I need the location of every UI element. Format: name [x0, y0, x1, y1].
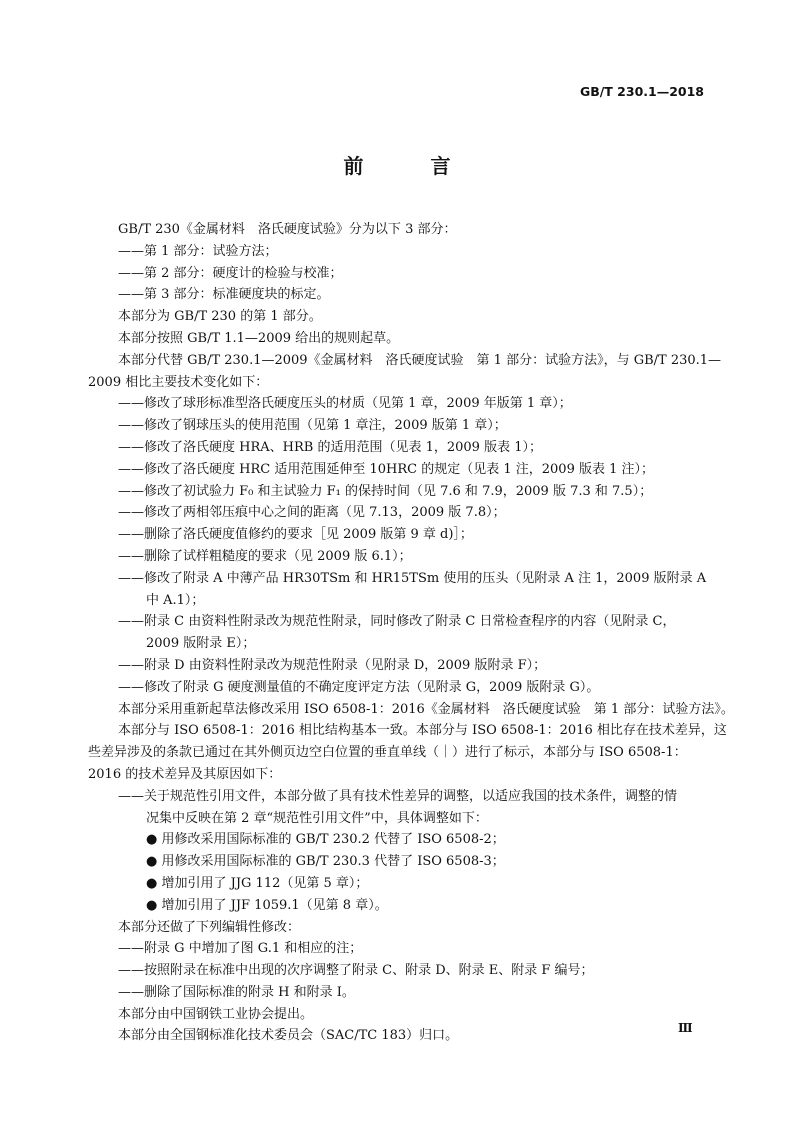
text-line: 中 A.1）； [146, 592, 205, 608]
text-line: ● 用修改采用国际标准的 GB/T 230.3 代替了 ISO 6508-3； [146, 854, 505, 870]
text-line: 2009 相比主要技术变化如下： [88, 374, 269, 390]
text-line: ——第 1 部分：试验方法； [118, 243, 278, 259]
text-line: ——第 2 部分：硬度计的检验与校准； [118, 265, 343, 281]
text-line: ● 增加引用了 JJG 112（见第 5 章）； [146, 875, 369, 891]
text-line: ——修改了附录 G 硬度测量值的不确定度评定方法（见附录 G，2009 版附录 G）。 [118, 679, 600, 695]
text-line: ——修改了洛氏硬度 HRA、HRB 的适用范围（见表 1，2009 版表 1）； [118, 439, 542, 455]
text-line: ——修改了球形标准型洛氏硬度压头的材质（见第 1 章，2009 年版第 1 章）； [118, 396, 572, 412]
text-line: 本部分还做了下列编辑性修改： [118, 919, 301, 935]
text-line: 本部分与 ISO 6508-1：2016 相比结构基本一致。本部分与 ISO 6508-1：2016 相比存在技术差异，这 [118, 723, 727, 739]
document-body [88, 219, 734, 1047]
text-line: ——按照附录在标准中出现的次序调整了附录 C、附录 D、附录 E、附录 F 编号； [118, 963, 594, 979]
standard-code: GB/T 230.1—2018 [579, 84, 704, 99]
text-line: 本部分代替 GB/T 230.1—2009《金属材料 洛氏硬度试验 第 1 部分：试验方法》，与 GB/T 230.1— [118, 352, 722, 368]
text-line: ● 用修改采用国际标准的 GB/T 230.2 代替了 ISO 6508-2； [146, 832, 505, 848]
page-title: 前 言 [343, 154, 481, 178]
text-line: 2009 版附录 E）； [146, 636, 256, 652]
text-line: 本部分由中国钢铁工业协会提出。 [118, 1006, 314, 1022]
text-line: ——删除了国际标准的附录 H 和附录 I。 [118, 984, 355, 1000]
text-line: ——修改了初试验力 F₀ 和主试验力 F₁ 的保持时间（见 7.6 和 7.9，2009 版 7.3 和 7.5）； [118, 483, 653, 499]
text-line: ——关于规范性引用文件，本部分做了具有技术性差异的调整，以适应我国的技术条件，调整的情 [118, 788, 678, 804]
text-line: ——修改了两相邻压痕中心之间的距离（见 7.13，2009 版 7.8）； [118, 505, 506, 521]
text-line: 些差异涉及的条款已通过在其外侧页边空白位置的垂直单线（｜）进行了标示，本部分与 ISO 6508-1： [88, 745, 687, 761]
text-line: 况集中反映在第 2 章“规范性引用文件”中，具体调整如下： [146, 810, 488, 826]
page-number: Ⅲ [678, 1021, 693, 1035]
text-line: 2016 的技术差异及其原因如下： [88, 766, 282, 782]
text-line: ——附录 G 中增加了图 G.1 和相应的注； [118, 941, 363, 957]
text-line: ——删除了试样粗糙度的要求（见 2009 版 6.1）； [118, 548, 412, 564]
text-line: 本部分按照 GB/T 1.1—2009 给出的规则起草。 [118, 330, 400, 346]
text-line: ——第 3 部分：标准硬度块的标定。 [118, 287, 330, 303]
text-line: ——删除了洛氏硬度值修约的要求［见 2009 版第 9 章 d)］； [118, 527, 473, 543]
text-line: 本部分为 GB/T 230 的第 1 部分。 [118, 309, 322, 325]
text-line: 本部分由全国钢标准化技术委员会（SAC/TC 183）归口。 [118, 1028, 459, 1044]
text-line: ——附录 D 由资料性附录改为规范性附录（见附录 D，2009 版附录 F）； [118, 657, 547, 673]
text-line: GB/T 230《金属材料 洛氏硬度试验》分为以下 3 部分： [118, 222, 457, 237]
text-line: ——修改了钢球压头的使用范围（见第 1 章注，2009 版第 1 章）； [118, 418, 507, 434]
text-line: ——附录 C 由资料性附录改为规范性附录，同时修改了附录 C 日常检查程序的内容（见附录 C， [118, 614, 676, 630]
text-line: ——修改了洛氏硬度 HRC 适用范围延伸至 10HRC 的规定（见表 1 注，2009 版表 1 注）； [118, 461, 655, 477]
text-line: ● 增加引用了 JJF 1059.1（见第 8 章）。 [146, 897, 388, 913]
text-line: 本部分采用重新起草法修改采用 ISO 6508-1：2016《金属材料 洛氏硬度试验 第 1 部分：试验方法》。 [118, 701, 734, 717]
text-line: ——修改了附录 A 中薄产品 HR30TSm 和 HR15TSm 使用的压头（见附录 A 注 1，2009 版附录 A [118, 570, 707, 586]
